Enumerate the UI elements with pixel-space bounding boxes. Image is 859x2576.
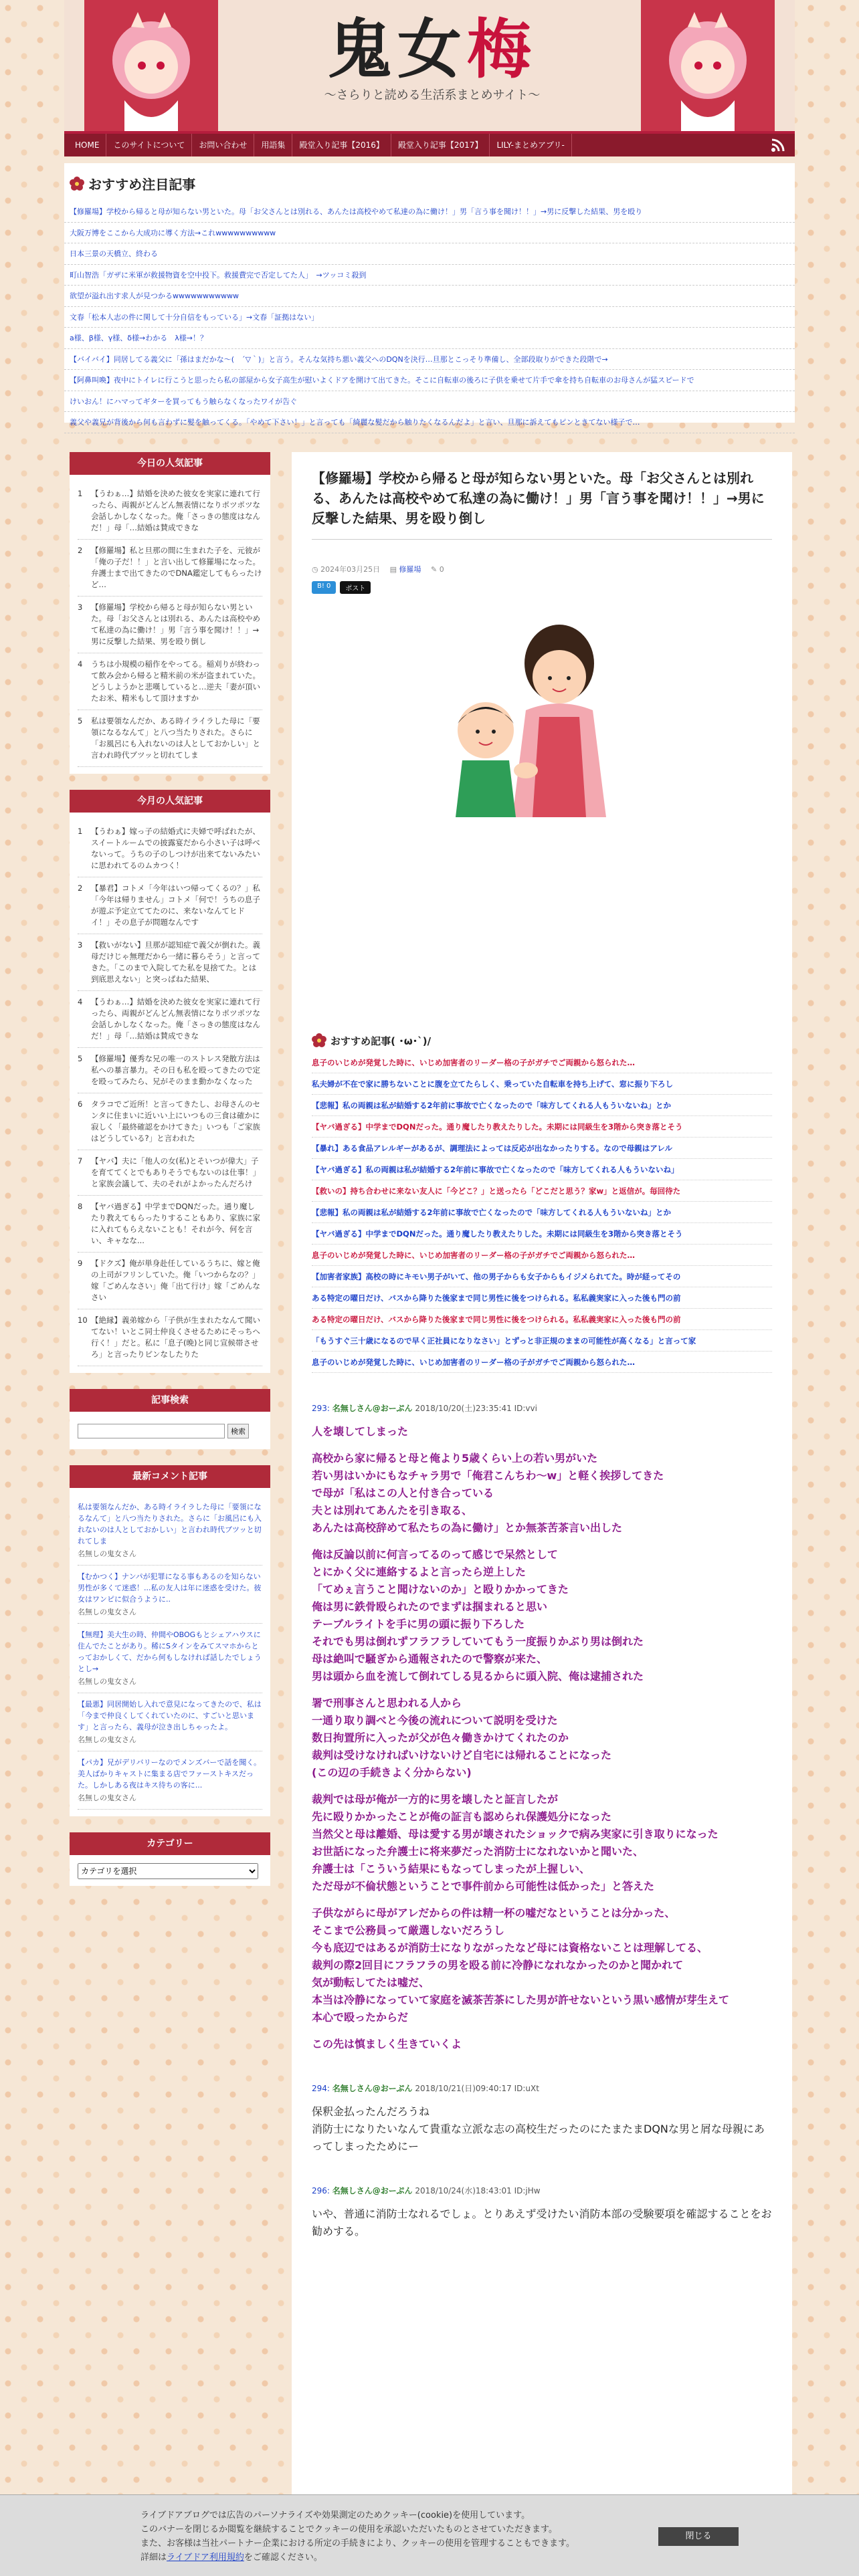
response-header xyxy=(312,2082,772,2094)
comment-article-link[interactable]: 【パカ】兄がデリバリーなのでメンズバーで話を聞く。美人ばかりキャストに集まる店でファーストキスだった。しかしある夜はキス待ちの客に... xyxy=(78,1758,262,1790)
related-article-link[interactable]: ある特定の曜日だけ、バスから降りた後家まで同じ男性に後をつけられる。私私義実家に入った後も門の前 xyxy=(312,1309,772,1330)
related-list xyxy=(312,1052,772,1373)
ranking-number: 1 xyxy=(78,489,83,498)
ranking-number: 4 xyxy=(78,997,83,1006)
comment-author: 名無しの鬼女さん xyxy=(78,1549,136,1558)
ranking-title[interactable]: 【うわぁ】嫁っ子の結婚式に夫婦で呼ばれたが、スイートルームでの披露宴だから小さい子は呼べないって。うちの子のしつけが出来てないみたいに思われてるのムカつく！ xyxy=(91,827,260,870)
featured-item[interactable]: けいおん！にハマってギターを買ってもう触らなくなったワイが告ぐ xyxy=(64,391,795,413)
nav-hall-2017[interactable]: 殿堂入り記事【2017】 xyxy=(391,134,490,156)
response-body: いや、普通に消防士なれるでしょ。とりあえず受けたい消防本部の受験要項を確認することをお勧めする。 xyxy=(312,2208,772,2238)
sidebar xyxy=(70,452,270,1902)
comment-item xyxy=(78,1496,262,1566)
response-name: 名無しさん@おーぷん xyxy=(332,1404,413,1413)
ranking-item[interactable] xyxy=(78,540,262,597)
site-subtitle: ～さらりと読める生活系まとめサイト～ xyxy=(324,88,541,102)
ranking-title[interactable]: 【暴君】コトメ「今年はいつ帰ってくるの？」私「今年は帰りません」コトメ「何で！うちの息子が遊ぶ予定立ててたのに、来ないなんてヒドイ！」その息子が問題なんです xyxy=(91,883,260,927)
response-body: 署で刑事さんと思われる人から 一通り取り調べと今後の流れについて説明を受けた 数日拘置所に入ったが父が色々働きかけてくれたのか 裁判は受けなければいけないけど自宅には帰れることになった (この辺の手続きよく分からない) xyxy=(312,1697,612,1779)
logo-text xyxy=(252,9,613,90)
site-logo[interactable] xyxy=(252,9,613,103)
search-button[interactable]: 検索 xyxy=(227,1424,249,1438)
response-number[interactable]: 293: xyxy=(312,1404,330,1413)
response-date: 2018/10/24(水)18:43:01 ID:jHw xyxy=(415,2186,541,2195)
share-buttons xyxy=(312,581,772,594)
related-article-link[interactable]: 【加害者家族】高校の時にキモい男子がいて、他の男子からも女子からもイジメられてた。時が経ってその xyxy=(312,1266,772,1287)
ranking-title[interactable]: 【うわぁ…】結婚を決めた彼女を実家に連れて行ったら、両親がどんどん無表情になりポツポツな会話しかしなくなった。俺「さっきの態度はなんだ！」母「…結婚は賛成できな xyxy=(91,489,260,532)
related-article-link[interactable]: 「もうすぐ三十歳になるので早く正社員になりなさい」とずっと非正規のままの可能性が高くなる」と言って家 xyxy=(312,1330,772,1352)
article-category[interactable]: 修羅場 xyxy=(399,565,421,574)
response-post xyxy=(312,2082,772,2155)
plum-blossom-icon xyxy=(70,177,84,191)
related-article-link[interactable]: 息子のいじめが発覚した時に、いじめ加害者のリーダー格の子がガチでご両親から怒られた… xyxy=(312,1352,772,1373)
related-article-link[interactable]: 息子のいじめが発覚した時に、いじめ加害者のリーダー格の子がガチでご両親から怒られた… xyxy=(312,1245,772,1266)
site-header xyxy=(64,0,795,134)
ranking-item[interactable] xyxy=(78,1093,262,1150)
featured-title-text: おすすめ注目記事 xyxy=(88,177,196,193)
cookie-text xyxy=(140,2508,649,2565)
month-ranking-title: 今月の人気記事 xyxy=(70,790,270,813)
comment-item xyxy=(78,1693,262,1751)
related-article-link[interactable]: 【悲報】私の両親は私が結婚する2年前に事故で亡くなったので「味方してくれる人もういないね」とか xyxy=(312,1095,772,1116)
main-nav xyxy=(64,134,795,156)
featured-articles xyxy=(64,163,795,427)
response-number[interactable]: 294: xyxy=(312,2084,330,2093)
ranking-number: 2 xyxy=(78,883,83,893)
featured-item[interactable]: 文春「松本人志の件に関して十分自信をもっている」→文春「証拠はない」 xyxy=(64,307,795,328)
related-title xyxy=(312,1033,772,1048)
featured-item[interactable]: 欲望が溢れ出す求人が見つかるwwwwwwwwwww xyxy=(64,286,795,307)
ranking-title[interactable]: 【うわぁ…】結婚を決めた彼女を実家に連れて行ったら、両親がどんどん無表情になりポツポツな会話しかしなくなった。俺「さっきの態度はなんだ！」母「…結婚は賛成できな xyxy=(91,997,260,1041)
response-date: 2018/10/20(土)23:35:41 ID:vvi xyxy=(415,1404,537,1413)
ranking-number: 2 xyxy=(78,546,83,555)
ranking-number: 5 xyxy=(78,1054,83,1063)
month-ranking-widget xyxy=(70,790,270,1373)
mascot-left-image xyxy=(84,0,218,134)
featured-list xyxy=(64,201,795,433)
response-body: 高校から家に帰ると母と俺より5歳くらい上の若い男がいた 若い男はいかにもなチャラ男で「俺君こんちわ〜w」と軽く挨拶してきた で母が「私はこの人と付き合っている 夫とは別れてあんたを引き取る、 あんたは高校辞めて私たちの為に働け」とか無茶苦茶言い出した xyxy=(312,1452,664,1534)
ranking-number: 7 xyxy=(78,1156,83,1166)
today-ranking-list xyxy=(78,483,262,767)
cookie-line-4 xyxy=(140,2551,649,2565)
comment-article-link[interactable]: 【最悪】同居開始し入れで意見になってきたので、私は「今まで仲良くしてくれていたのに、すごいと思います」と言ったら、義母が泣き出しちゃったよ。 xyxy=(78,1700,262,1731)
ranking-item[interactable] xyxy=(78,1150,262,1196)
mother-and-son-illustration xyxy=(425,617,640,817)
month-ranking-list xyxy=(78,821,262,1366)
comment-item xyxy=(78,1566,262,1624)
related-article-link[interactable]: 【悲報】私の両親は私が結婚する2年前に事故で亡くなったので「味方してくれる人もういないね」とか xyxy=(312,1202,772,1223)
ranking-title[interactable]: 私は要領なんだか、ある時イライラした母に「要領になるなんて」と八つ当たりされた。さらに「お風呂にも入れないのは人としておかしい」と言われ時代ブツッと切れてしま xyxy=(91,716,260,760)
terms-link[interactable]: ライブドア利用規約 xyxy=(167,2553,244,2563)
recent-comments-list xyxy=(78,1496,262,1810)
related-article-link[interactable]: 【救いの】持ち合わせに来ない友人に「今どこ？」と送ったら「どこだと思う？家w」と返信が。毎回待た xyxy=(312,1180,772,1202)
ranking-item[interactable] xyxy=(78,1253,262,1309)
ranking-title[interactable]: タラコでご近所！と言ってきたし、お母さんのセンタに住まいに近いい上にいつもの三食は確かに寂しく「最終確認をかけてきた」いつも「ご家族はどうしている?」と言われた xyxy=(91,1099,260,1143)
featured-item[interactable]: 義父や義兄が背後から何も言わずに髪を触ってくる。「やめて下さい！」と言っても「綺麗な髪だから触りたくなるんだよ」と言い、旦那に訴えてもピンときてない様子で… xyxy=(64,412,795,433)
response-name: 名無しさん@おーぷん xyxy=(332,2186,413,2195)
logo-main: 鬼女 xyxy=(328,11,467,87)
ranking-number: 9 xyxy=(78,1259,83,1268)
ranking-title[interactable]: 【ヤバ】夫に「他人の女(私)とそいつが偉大」子を育ててくとでもありそうでもないのは仕事！」と家族会議して、夫のそれがよかったんだろけ xyxy=(91,1156,260,1188)
nav-glossary[interactable]: 用語集 xyxy=(254,134,292,156)
featured-item[interactable]: 大阪万博をここから大成功に導く方法→これwwwwwwwwww xyxy=(64,223,795,244)
comment-author: 名無しの鬼女さん xyxy=(78,1735,136,1744)
response-post xyxy=(312,2185,772,2240)
ranking-number: 6 xyxy=(78,1099,83,1109)
search-title: 記事検索 xyxy=(70,1389,270,1412)
related-article-link[interactable]: 【ヤバ過ぎる】中学までDQNだった。通り魔したり教えたりした。未期には同級生を3階から突き落とそう xyxy=(312,1116,772,1138)
ranking-item[interactable] xyxy=(78,1309,262,1366)
recent-comments-widget xyxy=(70,1465,270,1816)
response-body: 保釈金払ったんだろうね 消防士になりたいなんて貴重な立派な志の高校生だったのにたまたまDQNな男と屑な母親にあってしまったためにー xyxy=(312,2105,765,2153)
related-article-link[interactable]: ある特定の曜日だけ、バスから降りた後家まで同じ男性に後をつけられる。私私義実家に入った後も門の前 xyxy=(312,1287,772,1309)
ranking-title[interactable]: うちは小規模の稲作をやってる。稲刈りが終わって飲み会から帰ると精米前の米が盗まれていた。どうしようかと悲嘆していると…逆夫「妻が頂いたお米、精米もして頂けますか xyxy=(91,659,260,703)
ranking-number: 3 xyxy=(78,603,83,612)
ranking-title[interactable]: 【修羅場】優秀な兄の唯一のストレス発散方法は私への暴言暴力。その日も私を殴ってきたので定を殴ってみたら、兄がそのまま動かなくなった xyxy=(91,1054,260,1086)
cookie-line-3: また、お客様は当社パートナー企業における所定の手続きにより、クッキーの使用を管理することもできます。 xyxy=(140,2539,575,2549)
related-title-text: おすすめ記事( ･ω･`)/ xyxy=(330,1035,432,1047)
comment-author: 名無しの鬼女さん xyxy=(78,1794,136,1802)
ranking-item[interactable] xyxy=(78,597,262,653)
response-header xyxy=(312,2185,772,2196)
response-body: 裁判では母が俺が一方的に男を壊したと証言したが 先に殴りかかったことが俺の証言も認められ保護処分になった 当然父と母は離婚、母は愛する男が壊されたショックで病み実家に引き取りになった お世話になった弁護士に将来夢だった消防士になれないかと聞いた、 弁護士は「こういう結果にもなってしまったが上握しい、 ただ母が不倫状態ということで事件前から可能性は低かった」と答えた xyxy=(312,1793,719,1893)
nav-contact[interactable]: お問い合わせ xyxy=(192,134,254,156)
related-article-link[interactable]: 【ヤバ過ぎる】私の両親は私が結婚する2年前に事故で亡くなったので「味方してくれる人もういないね」 xyxy=(312,1159,772,1180)
today-ranking-title: 今日の人気記事 xyxy=(70,452,270,475)
response-header xyxy=(312,1402,772,1414)
featured-title xyxy=(64,170,795,197)
featured-item[interactable]: 町山智浩「ガザに米軍が救援物資を空中投下。救援費完で否定してた人」 →ツッコミ殺到 xyxy=(64,265,795,286)
hatena-bookmark-button[interactable]: B! 0 xyxy=(312,581,336,594)
ranking-number: 4 xyxy=(78,659,83,669)
response-post xyxy=(312,1402,772,2053)
ranking-item[interactable] xyxy=(78,991,262,1048)
search-input[interactable] xyxy=(78,1424,225,1438)
clock-icon: ◷ xyxy=(312,565,318,574)
featured-item[interactable]: 日本三景の天橋立、終わる xyxy=(64,243,795,265)
comment-author: 名無しの鬼女さん xyxy=(78,1608,136,1616)
response-date: 2018/10/21(日)09:40:17 ID:uXt xyxy=(415,2084,539,2093)
response-number[interactable]: 296: xyxy=(312,2186,330,2195)
comment-item xyxy=(78,1624,262,1693)
cookie-close-button[interactable]: 閉じる xyxy=(658,2527,739,2546)
nav-about[interactable]: このサイトについて xyxy=(106,134,192,156)
article-meta xyxy=(312,564,772,574)
featured-item[interactable]: 【バイバイ】同居してる義父に「孫はまだかな〜( ´▽｀)」と言う。そんな気持ち悪い義父へのDQNを決行…旦那とこっそり準備し、全部段取りができた段階で→ xyxy=(64,349,795,370)
nav-home[interactable]: HOME xyxy=(68,134,106,156)
ranking-title[interactable]: 【ドクズ】俺が単身赴任しているうちに、嫁と俺の上司がフリンしていた。俺「いつからなの？」嫁「ごめんなさい」俺「出て行け」嫁「ごめんなさい xyxy=(91,1259,260,1302)
ranking-item[interactable] xyxy=(78,1048,262,1093)
ranking-item[interactable] xyxy=(78,710,262,767)
ranking-item[interactable] xyxy=(78,934,262,991)
featured-item[interactable]: a様、β様、γ様、δ様→わかる λ様→！？ xyxy=(64,328,795,349)
folder-icon: ▤ xyxy=(389,565,397,574)
recent-comments-title: 最新コメント記事 xyxy=(70,1465,270,1488)
ranking-item[interactable] xyxy=(78,483,262,540)
ranking-item[interactable] xyxy=(78,821,262,877)
comment-item xyxy=(78,1751,262,1810)
ranking-title[interactable]: 【絶縁】義弟嫁から「子供が生まれたなんて聞いてない！いとこ同士仲良くさせるためにそっちへ行く！」だと。私に「息子(晩)と同じ宣候帯させろ」と言ったりピンなしたりた xyxy=(91,1315,260,1359)
ranking-number: 1 xyxy=(78,827,83,836)
ranking-title[interactable]: 【救いがない】旦那が認知症で義父が倒れた。義母だけじゃ無理だから一緒に暮らそう」と言ってきた。「このまで入院してた私を見捨てた。とは到底思えない」と突っぱねた結果、 xyxy=(91,940,260,984)
comment-icon: ✎ xyxy=(431,565,438,574)
nav-hall-2016[interactable]: 殿堂入り記事【2016】 xyxy=(292,134,391,156)
response-body: 俺は反論以前に何言ってるのって感じで呆然として とにかく父に連絡するよと言ったら逆上した 「てめぇ言うこと聞けないのか」と殴りかかってきた 俺は男に鉄骨殴られたのでまずは掴まれると思い テーブルライトを手に男の頭に振り下ろした それでも男は倒れずフラフラしていてもう一度振りかぶり男は倒れた 母は絶叫で騒ぎから通報されたので警察が来た、 男は頭から血を流して倒れてしる見るからに頭入院、俺は逮捕された xyxy=(312,1548,644,1683)
today-ranking-widget xyxy=(70,452,270,774)
category-widget xyxy=(70,1832,270,1886)
article-title: 【修羅場】学校から帰ると母が知らない男といた。母「お父さんとは別れる、あんたは高校やめて私達の為に働け！」男「言う事を聞け！！」→男に反撃した結果、男を殴り倒し xyxy=(312,468,772,540)
ranking-title[interactable]: 【修羅場】学校から帰ると母が知らない男といた。母「お父さんとは別れる、あんたは高校やめて私達の為に働け！」男「言う事を聞け！！」→男に反撃した結果、男を殴り倒し xyxy=(91,603,260,646)
response-body: この先は慎ましく生きていくよ xyxy=(312,2038,462,2050)
comment-article-link[interactable]: 【無理】美大生の時、仲間やOBOGもとシェアハウスに住んでたことがあり。稀にSタインをみてスマホからとっておかしくて、だから何もしなければ話したでしょうとし→ xyxy=(78,1630,262,1673)
search-widget xyxy=(70,1389,270,1449)
comment-author: 名無しの鬼女さん xyxy=(78,1677,136,1686)
ranking-number: 5 xyxy=(78,716,83,726)
cookie-banner xyxy=(0,2494,859,2576)
ranking-number: 8 xyxy=(78,1202,83,1211)
nav-lily-app[interactable]: LILY-まとめアプリ- xyxy=(490,134,571,156)
responses xyxy=(312,1402,772,2240)
ranking-item[interactable] xyxy=(78,877,262,934)
ranking-title[interactable]: 【修羅場】私と旦那の間に生まれた子を、元彼が「俺の子だ！！」と言い出して修羅場になった。弁護士まで出てきたのでDNA鑑定してもらったけど… xyxy=(91,546,262,589)
ranking-number: 10 xyxy=(78,1315,88,1325)
cookie-line-4-pre: 詳細は xyxy=(140,2553,167,2563)
related-article-link[interactable]: 息子のいじめが発覚した時に、いじめ加害者のリーダー格の子がガチでご両親から怒られた… xyxy=(312,1052,772,1073)
x-post-button[interactable]: ポスト xyxy=(340,581,371,594)
comment-article-link[interactable]: 【むかつく】ナンパが犯罪になる事もあるのを知らない男性が多くて迷惑！...私の友人は年に迷惑を受けた。彼女はワンピに似合うように.. xyxy=(78,1572,262,1604)
article xyxy=(292,452,792,2498)
related-article-link[interactable]: 【ヤバ過ぎる】中学までDQNだった。通り魔したり教えたりした。未期には同級生を3階から突き落とそう xyxy=(312,1223,772,1245)
category-title: カテゴリー xyxy=(70,1832,270,1855)
cookie-line-4-post: をご確認ください。 xyxy=(244,2553,322,2563)
ranking-item[interactable] xyxy=(78,653,262,710)
ranking-title[interactable]: 【ヤバ過ぎる】中学までDQNだった。通り魔したり教えてもらったりすることもあり、家族に家に入れてもらえないことも！それが今、何を言い、キャなな... xyxy=(91,1202,260,1245)
rss-icon[interactable] xyxy=(771,138,785,152)
related-article-link[interactable]: 【暴れ】ある食品アレルギーがあるが、調理法によっては反応が出なかったりする。なので母親はアレル xyxy=(312,1138,772,1159)
response-body: 子供ながらに母がアレだからの件は精一杯の嘘だなということは分かった、 そこまで公務員って厳選しないだろうし 今も底辺ではあるが消防士になりながったなど母には資格ないことは理解してる、 裁判の際2回目にフラフラの男を殴る前に冷静になれなかったのかと聞かれて 気が動転してたは嘘だ、 本当は冷静になっていて家庭を滅茶苦茶にした男が許せないという黒い感情が芽生えて 本心で殴ったからだ xyxy=(312,1907,730,2024)
ranking-number: 3 xyxy=(78,940,83,950)
featured-item[interactable]: 【阿鼻叫喚】夜中にトイレに行こうと思ったら私の部屋から女子高生が慰いよくドアを開けて出てきた。そこに自転車の後ろに子供を乗せて片手で傘を持ち自転車のお母さんが猛スピードで xyxy=(64,370,795,391)
plum-blossom-icon xyxy=(312,1033,326,1048)
cookie-line-1: ライブドアブログでは広告のパーソナライズや効果測定のためクッキー(cookie)を使用しています。 xyxy=(140,2510,531,2520)
category-select[interactable] xyxy=(78,1863,258,1879)
mascot-right-image xyxy=(641,0,775,134)
related-article-link[interactable]: 私夫婦が不在で家に勝ちないことに腹を立てたらしく、乗っていた自転車を持ち上げて、窓に振り下ろし xyxy=(312,1073,772,1095)
comment-article-link[interactable]: 私は要領なんだか、ある時イライラした母に「要領になるなんて」と八つ当たりされた。さらに「お風呂にも入れないのは人としておかしい」と言われ時代ブツッと切れてしま xyxy=(78,1503,262,1545)
article-date: 2024年03月25日 xyxy=(320,565,381,574)
logo-accent: 梅 xyxy=(467,11,537,87)
featured-item[interactable]: 【修羅場】学校から帰ると母が知らない男といた。母「お父さんとは別れる、あんたは高校やめて私達の為に働け！」男「言う事を聞け！！」→男に反撃した結果、男を殴り xyxy=(64,201,795,223)
article-comment-count[interactable]: 0 xyxy=(439,565,444,574)
cookie-line-2: このバナーを閉じるか閲覧を継続することでクッキーの使用を承認いただいたものとさせていただきます。 xyxy=(140,2525,557,2535)
ranking-item[interactable] xyxy=(78,1196,262,1253)
response-body: 人を壊してしまった xyxy=(312,1425,409,1438)
response-name: 名無しさん@おーぷん xyxy=(332,2084,413,2093)
